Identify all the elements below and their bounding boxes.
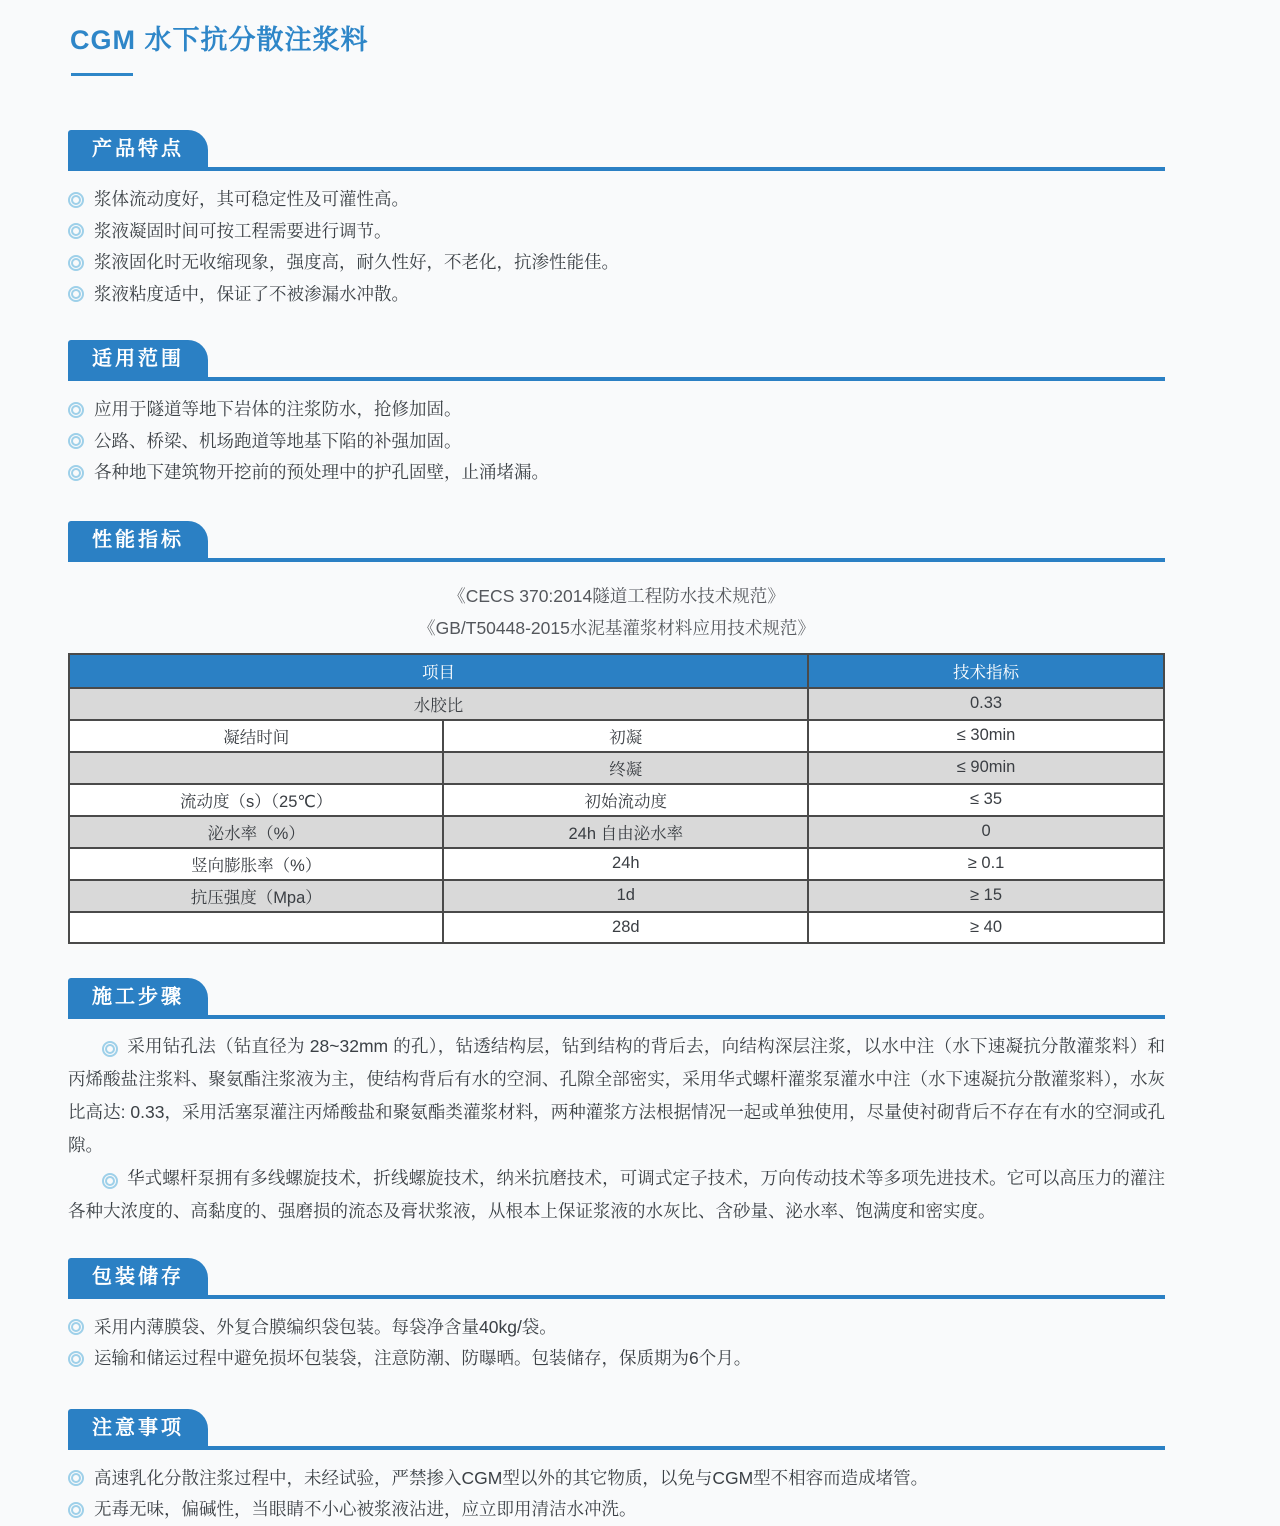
bullet-text: 无毒无味，偏碱性，当眼睛不小心被浆液沾进，应立即用清洁水冲洗。: [94, 1499, 637, 1519]
cell-value: ≤ 30min: [808, 720, 1164, 752]
cell-sub-item: 28d: [443, 912, 808, 943]
bullet-text: 浆液凝固时间可按工程需要进行调节。: [94, 220, 392, 241]
bullet-text: 采用内薄膜袋、外复合膜编织袋包装。每袋净含量40kg/袋。: [94, 1316, 557, 1337]
list-item: [68, 457, 1165, 489]
section-header-rule: [68, 521, 1165, 562]
list-item: [68, 394, 1165, 426]
cell-value: ≥ 0.1: [808, 848, 1164, 880]
list-item: [68, 426, 1165, 458]
section-tab-product-features: 产品特点: [68, 130, 208, 167]
list-item: [68, 1312, 1165, 1344]
cell-item: 竖向膨胀率（%）: [69, 848, 443, 880]
cell-item: [69, 752, 443, 784]
paragraph-text: 华式螺杆泵拥有多线螺旋技术，折线螺旋技术，纳米抗磨技术，可调式定子技术，万向传动技术等多项先进技术。它可以高压力的灌注各种大浓度的、高黏度的、强磨损的流态及膏状浆液，从根本上保证浆液的水灰比、含砂量、泌水率、饱满度和密实度。: [68, 1167, 1165, 1221]
ring-bullet-icon: [102, 1173, 118, 1189]
cell-item: 泌水率（%）: [69, 816, 443, 848]
cell-sub-item: 24h: [443, 848, 808, 880]
ring-bullet-icon: [68, 192, 84, 208]
ring-bullet-icon: [68, 433, 84, 449]
ring-bullet-icon: [68, 1470, 84, 1486]
cell-sub-item: 初凝: [443, 720, 808, 752]
scope-list: [68, 394, 1165, 489]
list-item: [68, 1343, 1165, 1375]
cell-sub-item: 初始流动度: [443, 784, 808, 816]
list-item: [68, 1494, 1165, 1526]
cell-value: ≥ 15: [808, 880, 1164, 912]
table-row: [69, 688, 1164, 720]
cell-item: 水胶比: [69, 688, 808, 720]
section-precautions: [68, 1409, 1165, 1526]
ring-bullet-icon: [68, 465, 84, 481]
cell-value: ≤ 90min: [808, 752, 1164, 784]
ring-bullet-icon: [68, 255, 84, 271]
section-construction-steps: [68, 978, 1165, 1228]
column-header-spec: 技术指标: [808, 654, 1164, 688]
section-tab-packaging-storage: 包装储存: [68, 1258, 208, 1295]
table-row: [69, 816, 1164, 848]
steps-paragraphs: [68, 1030, 1165, 1228]
table-row: [69, 912, 1164, 943]
ring-bullet-icon: [68, 1502, 84, 1518]
section-header-rule: [68, 978, 1165, 1019]
section-application-scope: [68, 340, 1165, 489]
ring-bullet-icon: [68, 286, 84, 302]
cell-item: 流动度（s）（25℃）: [69, 784, 443, 816]
ring-bullet-icon: [68, 1319, 84, 1335]
cell-value: 0.33: [808, 688, 1164, 720]
list-item: [68, 247, 1165, 279]
column-header-item: 项目: [69, 654, 808, 688]
list-item: [68, 184, 1165, 216]
section-tab-construction-steps: 施工步骤: [68, 978, 208, 1015]
bullet-text: 公路、桥梁、机场跑道等地基下陷的补强加固。: [94, 430, 462, 451]
cell-sub-item: 24h 自由泌水率: [443, 816, 808, 848]
list-item: [68, 1463, 1165, 1495]
bullet-text: 高速乳化分散注浆过程中，未经试验，严禁掺入CGM型以外的其它物质，以免与CGM型不相容而造成堵管。: [94, 1467, 929, 1488]
ring-bullet-icon: [68, 1351, 84, 1367]
title-underline: [71, 73, 133, 76]
cell-value: ≤ 35: [808, 784, 1164, 816]
ring-bullet-icon: [102, 1041, 118, 1057]
bullet-text: 浆液固化时无收缩现象，强度高，耐久性好，不老化，抗渗性能佳。: [94, 252, 619, 272]
cell-item: [69, 912, 443, 943]
step-paragraph: [68, 1162, 1165, 1228]
cell-sub-item: 终凝: [443, 752, 808, 784]
section-packaging-storage: [68, 1258, 1165, 1375]
section-tab-performance-index: 性能指标: [68, 521, 208, 558]
section-header-rule: [68, 1258, 1165, 1299]
section-product-features: [68, 130, 1165, 310]
table-row: [69, 880, 1164, 912]
step-paragraph: [68, 1030, 1165, 1162]
bullet-text: 各种地下建筑物开挖前的预处理中的护孔固壁，止涌堵漏。: [94, 462, 549, 482]
cell-item: 凝结时间: [69, 720, 443, 752]
cell-sub-item: 1d: [443, 880, 808, 912]
section-header-rule: [68, 130, 1165, 171]
section-tab-application-scope: 适用范围: [68, 340, 208, 377]
performance-table: [68, 653, 1165, 944]
feature-list: [68, 184, 1165, 310]
bullet-text: 应用于隧道等地下岩体的注浆防水，抢修加固。: [94, 399, 462, 419]
ring-bullet-icon: [68, 223, 84, 239]
ring-bullet-icon: [68, 402, 84, 418]
cell-value: ≥ 40: [808, 912, 1164, 943]
paragraph-text: 采用钻孔法（钻直径为 28~32mm 的孔），钻透结构层，钻到结构的背后去，向结构深层注浆，以水中注（水下速凝抗分散灌浆料）和丙烯酸盐注浆料、聚氨酯注浆液为主，使结构背后有水的空洞、孔隙全部密实，采用华式螺杆灌浆泵灌水中注（水下速凝抗分散灌浆料），水灰比高达: 0.33，采用活塞泵灌注丙烯酸盐和聚氨酯类灌浆材料，两种灌浆方法根据情况一起或单独使用，尽量使衬砌背后不存在有水的空洞或孔隙。: [68, 1035, 1165, 1155]
section-tab-precautions: 注意事项: [68, 1409, 208, 1446]
cell-item: 抗压强度（Mpa）: [69, 880, 443, 912]
standard-references: [68, 580, 1165, 644]
precaution-list: [68, 1463, 1165, 1526]
section-header-rule: [68, 340, 1165, 381]
bullet-text: 运输和储运过程中避免损坏包装袋，注意防潮、防曝晒。包装储存，保质期为6个月。: [94, 1348, 752, 1368]
list-item: [68, 279, 1165, 311]
table-row: [69, 848, 1164, 880]
bullet-text: 浆液粘度适中，保证了不被渗漏水冲散。: [94, 283, 409, 304]
standard-reference-line: 《GB/T50448-2015水泥基灌浆材料应用技术规范》: [418, 617, 815, 638]
section-performance-index: [68, 521, 1165, 944]
page-title: CGM 水下抗分散注浆料: [70, 25, 369, 55]
list-item: [68, 216, 1165, 248]
storage-list: [68, 1312, 1165, 1375]
table-row: [69, 720, 1164, 752]
standard-reference-line: 《CECS 370:2014隧道工程防水技术规范》: [448, 585, 785, 606]
section-header-rule: [68, 1409, 1165, 1450]
table-row: [69, 784, 1164, 816]
bullet-text: 浆体流动度好，其可稳定性及可灌性高。: [94, 189, 409, 209]
table-row: [69, 752, 1164, 784]
table-header-row: [69, 654, 1164, 688]
cell-value: 0: [808, 816, 1164, 848]
